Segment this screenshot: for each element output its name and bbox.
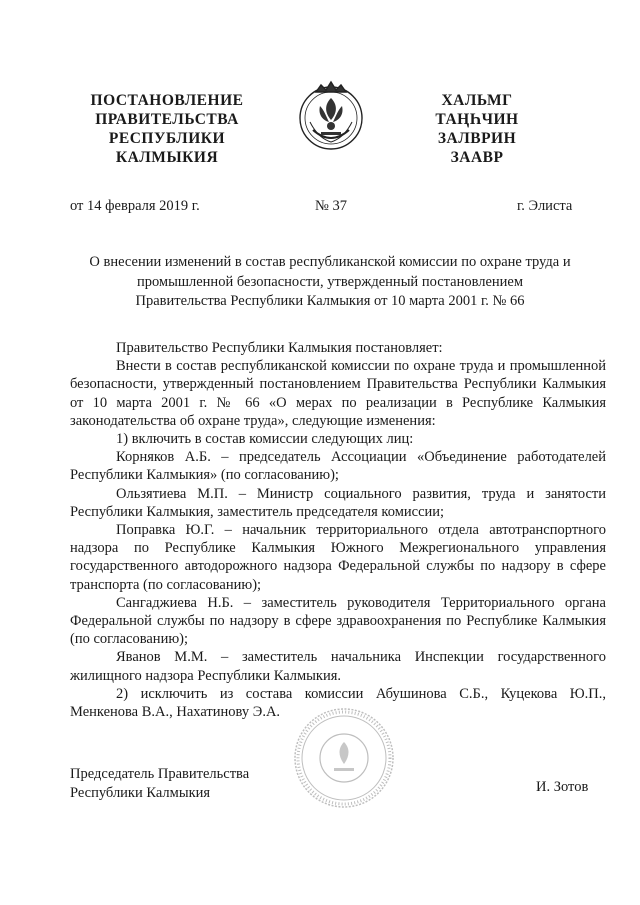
round-seal-stamp-icon: [292, 706, 396, 810]
header-left-line: РЕСПУБЛИКИ: [108, 130, 226, 147]
header-right-line: ЗААВР: [450, 149, 504, 166]
header-left-line: КАЛМЫКИЯ: [115, 149, 219, 166]
header-right-line: ТАҢҺЧИН: [435, 111, 519, 128]
paragraph: 1) включить в состав комиссии следующих лиц:: [116, 431, 414, 448]
title-line: Правительства Республики Калмыкия от 10 марта 2001 г. № 66: [135, 293, 525, 309]
document-body: [70, 339, 606, 721]
header-left-line: ПОСТАНОВЛЕНИЕ: [90, 92, 244, 109]
paragraph: Яванов М.М. – заместитель начальника Инспекции государственного жилищного надзора Республики Калмыкия.: [70, 649, 606, 684]
signatory-name: И. Зотов: [536, 779, 589, 795]
header-right-line: ХАЛЬМГ: [441, 92, 513, 109]
header-left-title: [72, 91, 262, 167]
header-right-title: [392, 91, 562, 167]
paragraph: 2) исключить из состава комиссии Абушинова С.Б., Куцекова Ю.П., Менкенова В.А., Нахатинову Э.А.: [70, 685, 606, 721]
title-line: О внесении изменений в состав республиканской комиссии по охране труда и: [89, 254, 571, 270]
title-line: промышленной безопасности, утвержденный постановлением: [136, 273, 524, 290]
document-title: [70, 253, 590, 312]
document-date: от 14 февраля 2019 г.: [70, 198, 200, 214]
signatory-position-line: Председатель Правительства: [70, 766, 250, 782]
coat-of-arms-icon: [296, 76, 366, 156]
paragraph: Корняков А.Б. – председатель Ассоциации «Объединение работодателей Республики Калмыкия» (по согласованию);: [70, 449, 606, 484]
paragraph: Правительство Республики Калмыкия постановляет:: [116, 340, 443, 356]
paragraph: Внести в состав республиканской комиссии по охране труда и промышленной безопасности, утвержденный постановлением Правительства Республики Калмыкия от 10 марта 2001 г. № 66 «О мерах по реализации в Республике Калмыкия законодательства об охране труда», следующие изменения:: [70, 358, 606, 429]
header-right-line: ЗАЛВРИН: [437, 130, 517, 147]
document-number: № 37: [315, 198, 347, 214]
document-city: г. Элиста: [517, 198, 573, 214]
paragraph: Поправка Ю.Г. – начальник территориального отдела автотранспортного надзора по Республике Калмыкия Южного Межрегионального управления государственного автодорожного надзора Федеральной службы по надзору в сфере транспорта (по согласованию);: [70, 522, 606, 593]
paragraph: Ользятиева М.П. – Министр социального развития, труда и занятости Республики Калмыкия, заместитель председателя комиссии;: [70, 485, 606, 520]
paragraph: Сангаджиева Н.Б. – заместитель руководителя Территориального органа Федеральной службы по надзору в сфере здравоохранения по Республике Калмыкия (по согласованию);: [70, 594, 606, 648]
signatory-position-line: Республики Калмыкия: [70, 784, 211, 801]
signatory-position: [70, 765, 249, 802]
header-left-line: ПРАВИТЕЛЬСТВА: [95, 111, 239, 128]
